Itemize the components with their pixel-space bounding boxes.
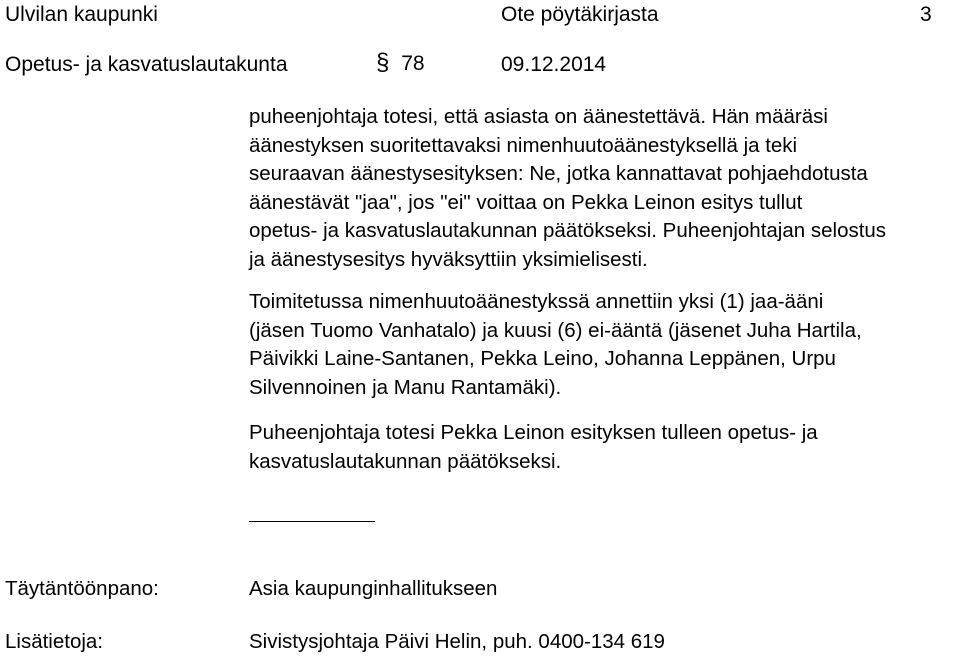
enforcement-value: Asia kaupunginhallitukseen xyxy=(249,577,498,600)
paragraph-line: Puheenjohtaja totesi Pekka Leinon esityksen tulleen opetus- ja xyxy=(249,421,818,444)
committee-name: Opetus- ja kasvatuslautakunta xyxy=(5,53,288,76)
paragraph-line: seuraavan äänestysesityksen: Ne, jotka kannattavat pohjaehdotusta xyxy=(249,162,868,185)
document-type: Ote pöytäkirjasta xyxy=(501,3,659,26)
enforcement-label: Täytäntöönpano: xyxy=(5,577,159,600)
paragraph-decision xyxy=(249,419,954,476)
paragraph-vote-result xyxy=(249,288,954,402)
paragraph-line: ja äänestysesitys hyväksyttiin yksimielisesti. xyxy=(249,247,648,271)
info-value: Sivistysjohtaja Päivi Helin, puh. 0400-134 619 xyxy=(249,630,665,653)
paragraph-line: Päivikki Laine-Santanen, Pekka Leino, Johanna Leppänen, Urpu xyxy=(249,347,836,370)
meeting-date: 09.12.2014 xyxy=(501,53,607,76)
paragraph-line: kasvatuslautakunnan päätökseksi. xyxy=(249,449,562,473)
paragraph-vote-proposal xyxy=(249,103,954,274)
paragraph-line: äänestyksen suoritettavaksi nimenhuutoäänestyksellä ja teki xyxy=(249,133,798,157)
section-reference xyxy=(376,51,425,76)
paragraph-line: puheenjohtaja totesi, että asiasta on äänestettävä. Hän määräsi xyxy=(249,105,828,128)
paragraph-line: (jäsen Tuomo Vanhatalo) ja kuusi (6) ei-ääntä (jäsenet Juha Hartila, xyxy=(249,318,862,342)
paragraph-line: äänestävät "jaa", jos "ei" voittaa on Pekka Leinon esitys tullut xyxy=(249,190,803,214)
section-symbol: § xyxy=(376,49,390,76)
paragraph-line: Silvennoinen ja Manu Rantamäki). xyxy=(249,375,562,399)
info-label: Lisätietoja: xyxy=(5,630,104,653)
section-number: 78 xyxy=(401,52,425,75)
paragraph-line: opetus- ja kasvatuslautakunnan päätökseksi. Puheenjohtajan selostus xyxy=(249,219,887,242)
paragraph-line: Toimitetussa nimenhuutoäänestykssä annettiin yksi (1) jaa-ääni xyxy=(249,290,824,313)
organization-name: Ulvilan kaupunki xyxy=(5,3,158,26)
page-number: 3 xyxy=(920,3,932,26)
separator-line xyxy=(249,521,375,522)
